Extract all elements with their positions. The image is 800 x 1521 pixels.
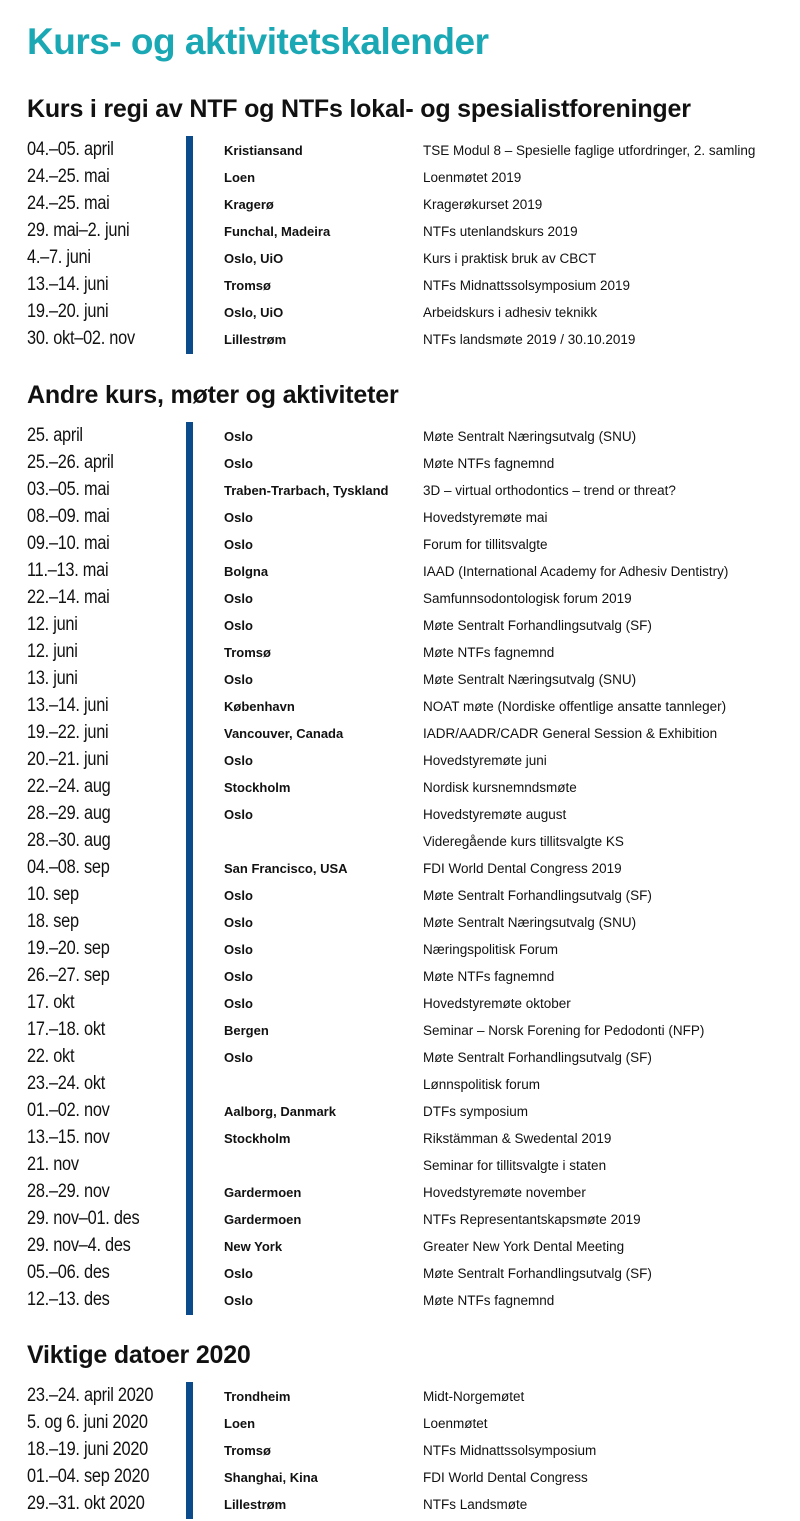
- event-place: Bolgna: [224, 564, 269, 579]
- event-title: NTFs Representantskapsmøte 2019: [423, 1212, 641, 1227]
- event-date: 05.–06. des: [27, 1262, 110, 1283]
- event-title: Seminar – Norsk Forening for Pedodonti (NFP): [423, 1023, 705, 1038]
- event-row: [0, 991, 800, 1018]
- event-row: [0, 505, 800, 532]
- event-date: 21. nov: [27, 1154, 79, 1175]
- event-row: [0, 1438, 800, 1465]
- event-title: NTFs landsmøte 2019 / 30.10.2019: [423, 332, 636, 347]
- event-title: Greater New York Dental Meeting: [423, 1239, 625, 1254]
- event-row: [0, 586, 800, 613]
- event-row: [0, 1153, 800, 1180]
- event-place: Funchal, Madeira: [224, 224, 331, 239]
- event-date: 28.–30. aug: [27, 830, 111, 851]
- event-row: [0, 1261, 800, 1288]
- event-title: Møte NTFs fagnemnd: [423, 456, 555, 471]
- event-title: Hovedstyremøte oktober: [423, 996, 571, 1011]
- event-date: 03.–05. mai: [27, 479, 110, 500]
- event-row: [0, 1465, 800, 1492]
- event-row: [0, 559, 800, 586]
- event-row: [0, 856, 800, 883]
- event-title: Samfunnsodontologisk forum 2019: [423, 591, 632, 606]
- event-title: Møte NTFs fagnemnd: [423, 645, 555, 660]
- event-date: 23.–24. april 2020: [27, 1385, 154, 1406]
- event-title: Møte Sentralt Næringsutvalg (SNU): [423, 672, 637, 687]
- event-place: Stockholm: [224, 1131, 291, 1146]
- event-date: 28.–29. aug: [27, 803, 111, 824]
- event-date: 22.–14. mai: [27, 587, 110, 608]
- event-title: TSE Modul 8 – Spesielle faglige utfordringer, 2. samling: [423, 143, 756, 158]
- event-place: Bergen: [224, 1023, 269, 1038]
- event-place: Oslo, UiO: [224, 305, 284, 320]
- event-title: 3D – virtual orthodontics – trend or threat?: [423, 483, 676, 498]
- event-place: Oslo: [224, 429, 253, 444]
- event-place: Gardermoen: [224, 1185, 302, 1200]
- event-place: Oslo: [224, 888, 253, 903]
- event-date: 18.–19. juni 2020: [27, 1439, 149, 1460]
- event-row: [0, 748, 800, 775]
- event-date: 29. nov–01. des: [27, 1208, 140, 1229]
- event-row: [0, 1126, 800, 1153]
- event-row: [0, 1411, 800, 1438]
- event-title: Møte Sentralt Forhandlingsutvalg (SF): [423, 1050, 652, 1065]
- event-date: 25.–26. april: [27, 452, 114, 473]
- event-title: Kurs i praktisk bruk av CBCT: [423, 251, 597, 266]
- event-place: Stockholm: [224, 780, 291, 795]
- event-date: 17.–18. okt: [27, 1019, 106, 1040]
- event-place: San Francisco, USA: [224, 861, 348, 876]
- event-place: Oslo: [224, 996, 253, 1011]
- event-date: 22. okt: [27, 1046, 75, 1067]
- event-title: IADR/AADR/CADR General Session & Exhibition: [423, 726, 718, 741]
- event-title: Loenmøtet 2019: [423, 170, 522, 185]
- event-row: [0, 451, 800, 478]
- event-title: Loenmøtet: [423, 1416, 488, 1431]
- event-date: 18. sep: [27, 911, 79, 932]
- event-place: Shanghai, Kina: [224, 1470, 318, 1485]
- event-row: [0, 775, 800, 802]
- event-place: Oslo: [224, 915, 253, 930]
- event-date: 20.–21. juni: [27, 749, 109, 770]
- event-row: [0, 1492, 800, 1519]
- event-date: 13.–15. nov: [27, 1127, 110, 1148]
- event-place: Lillestrøm: [224, 1497, 287, 1512]
- event-row: [0, 1180, 800, 1207]
- event-title: Seminar for tillitsvalgte i staten: [423, 1158, 607, 1173]
- event-row: [0, 424, 800, 451]
- event-row: [0, 532, 800, 559]
- event-title: Næringspolitisk Forum: [423, 942, 559, 957]
- event-place: København: [224, 699, 295, 714]
- event-date: 29. mai–2. juni: [27, 220, 130, 241]
- event-title: FDI World Dental Congress: [423, 1470, 588, 1485]
- event-place: Tromsø: [224, 1443, 271, 1458]
- event-place: Tromsø: [224, 278, 271, 293]
- event-row: [0, 964, 800, 991]
- event-title: Møte Sentralt Forhandlingsutvalg (SF): [423, 888, 652, 903]
- event-date: 01.–02. nov: [27, 1100, 110, 1121]
- event-title: NTFs utenlandskurs 2019: [423, 224, 578, 239]
- event-place: Trondheim: [224, 1389, 291, 1404]
- event-date: 24.–25. mai: [27, 193, 110, 214]
- event-date: 17. okt: [27, 992, 75, 1013]
- event-title: Hovedstyremøte mai: [423, 510, 548, 525]
- event-row: [0, 829, 800, 856]
- event-date: 12. juni: [27, 614, 78, 635]
- event-date: 01.–04. sep 2020: [27, 1466, 150, 1487]
- event-place: Lillestrøm: [224, 332, 287, 347]
- event-place: Oslo: [224, 1050, 253, 1065]
- event-title: Midt-Norgemøtet: [423, 1389, 525, 1404]
- event-date: 29.–31. okt 2020: [27, 1493, 145, 1514]
- event-title: Hovedstyremøte juni: [423, 753, 547, 768]
- event-date: 04.–08. sep: [27, 857, 110, 878]
- event-date: 26.–27. sep: [27, 965, 110, 986]
- event-place: Oslo, UiO: [224, 251, 284, 266]
- event-row: [0, 478, 800, 505]
- event-place: Oslo: [224, 672, 253, 687]
- event-row: [0, 1045, 800, 1072]
- event-date: 13.–14. juni: [27, 695, 109, 716]
- event-title: NTFs Midnattssolsymposium 2019: [423, 278, 631, 293]
- event-row: [0, 273, 800, 300]
- event-title: Møte Sentralt Næringsutvalg (SNU): [423, 429, 637, 444]
- event-row: [0, 1234, 800, 1261]
- event-place: Aalborg, Danmark: [224, 1104, 336, 1119]
- event-row: [0, 910, 800, 937]
- event-place: Oslo: [224, 942, 253, 957]
- event-title: NTFs Midnattssolsymposium: [423, 1443, 597, 1458]
- event-row: [0, 883, 800, 910]
- event-place: Oslo: [224, 753, 253, 768]
- section-heading: Andre kurs, møter og aktiviteter: [27, 381, 399, 409]
- event-title: Rikstämman & Swedental 2019: [423, 1131, 612, 1146]
- event-place: Vancouver, Canada: [224, 726, 344, 741]
- event-place: Gardermoen: [224, 1212, 302, 1227]
- event-title: Lønnspolitisk forum: [423, 1077, 541, 1092]
- event-row: [0, 327, 800, 354]
- event-date: 4.–7. juni: [27, 247, 91, 268]
- event-place: Oslo: [224, 591, 253, 606]
- event-date: 19.–20. sep: [27, 938, 110, 959]
- event-row: [0, 1099, 800, 1126]
- event-place: Tromsø: [224, 645, 271, 660]
- event-title: Nordisk kursnemndsmøte: [423, 780, 577, 795]
- event-date: 29. nov–4. des: [27, 1235, 131, 1256]
- event-place: Oslo: [224, 537, 253, 552]
- event-date: 12. juni: [27, 641, 78, 662]
- event-row: [0, 613, 800, 640]
- event-place: Oslo: [224, 510, 253, 525]
- section-heading: Viktige datoer 2020: [27, 1341, 251, 1369]
- event-date: 5. og 6. juni 2020: [27, 1412, 148, 1433]
- event-place: Oslo: [224, 618, 253, 633]
- event-title: Møte NTFs fagnemnd: [423, 969, 555, 984]
- event-list: [0, 138, 800, 354]
- event-list: [0, 424, 800, 1315]
- event-place: Kragerø: [224, 197, 274, 212]
- event-row: [0, 1018, 800, 1045]
- event-row: [0, 300, 800, 327]
- event-title: Møte Sentralt Forhandlingsutvalg (SF): [423, 1266, 652, 1281]
- event-date: 30. okt–02. nov: [27, 328, 135, 349]
- event-place: Kristiansand: [224, 143, 303, 158]
- event-row: [0, 1288, 800, 1315]
- event-row: [0, 246, 800, 273]
- event-title: Møte Sentralt Næringsutvalg (SNU): [423, 915, 637, 930]
- event-date: 04.–05. april: [27, 139, 114, 160]
- event-date: 28.–29. nov: [27, 1181, 110, 1202]
- event-date: 09.–10. mai: [27, 533, 110, 554]
- event-date: 13.–14. juni: [27, 274, 109, 295]
- event-row: [0, 667, 800, 694]
- event-title: NOAT møte (Nordiske offentlige ansatte tannleger): [423, 699, 727, 714]
- event-date: 08.–09. mai: [27, 506, 110, 527]
- event-place: Traben-Trarbach, Tyskland: [224, 483, 389, 498]
- event-title: DTFs symposium: [423, 1104, 529, 1119]
- event-list: [0, 1384, 800, 1519]
- event-row: [0, 192, 800, 219]
- event-title: IAAD (International Academy for Adhesiv Dentistry): [423, 564, 729, 579]
- event-date: 23.–24. okt: [27, 1073, 106, 1094]
- event-row: [0, 721, 800, 748]
- event-place: Oslo: [224, 1293, 253, 1308]
- event-row: [0, 165, 800, 192]
- event-title: Videregående kurs tillitsvalgte KS: [423, 834, 624, 849]
- event-row: [0, 1072, 800, 1099]
- event-date: 24.–25. mai: [27, 166, 110, 187]
- event-title: Møte NTFs fagnemnd: [423, 1293, 555, 1308]
- event-date: 25. april: [27, 425, 83, 446]
- event-date: 19.–20. juni: [27, 301, 109, 322]
- event-date: 12.–13. des: [27, 1289, 110, 1310]
- event-row: [0, 937, 800, 964]
- event-place: Oslo: [224, 456, 253, 471]
- page-title: Kurs- og aktivitetskalender: [27, 21, 489, 62]
- event-place: Oslo: [224, 1266, 253, 1281]
- event-row: [0, 138, 800, 165]
- event-row: [0, 802, 800, 829]
- event-row: [0, 1207, 800, 1234]
- event-title: Hovedstyremøte august: [423, 807, 567, 822]
- event-title: FDI World Dental Congress 2019: [423, 861, 622, 876]
- event-title: Hovedstyremøte november: [423, 1185, 586, 1200]
- event-title: Møte Sentralt Forhandlingsutvalg (SF): [423, 618, 652, 633]
- event-date: 10. sep: [27, 884, 79, 905]
- event-place: Loen: [224, 170, 256, 185]
- event-title: Arbeidskurs i adhesiv teknikk: [423, 305, 598, 320]
- event-date: 13. juni: [27, 668, 78, 689]
- event-title: Forum for tillitsvalgte: [423, 537, 548, 552]
- section-heading: Kurs i regi av NTF og NTFs lokal- og spesialistforeninger: [27, 95, 691, 123]
- event-row: [0, 1384, 800, 1411]
- event-title: NTFs Landsmøte: [423, 1497, 528, 1512]
- event-date: 11.–13. mai: [27, 560, 109, 581]
- event-place: Loen: [224, 1416, 256, 1431]
- event-place: New York: [224, 1239, 283, 1254]
- event-date: 22.–24. aug: [27, 776, 111, 797]
- event-row: [0, 219, 800, 246]
- event-row: [0, 640, 800, 667]
- event-place: Oslo: [224, 807, 253, 822]
- event-date: 19.–22. juni: [27, 722, 109, 743]
- event-place: Oslo: [224, 969, 253, 984]
- event-row: [0, 694, 800, 721]
- event-title: Kragerøkurset 2019: [423, 197, 543, 212]
